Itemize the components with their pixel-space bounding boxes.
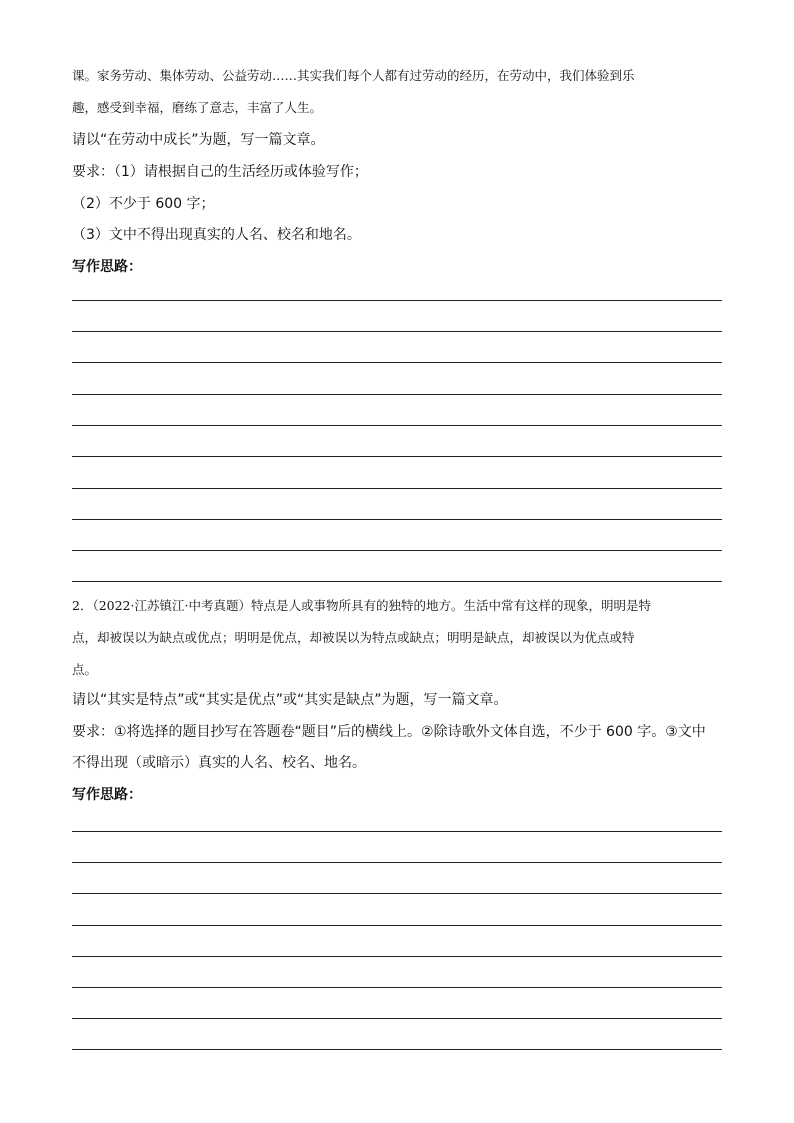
q1-requirement-1: 要求：（1）请根据自己的生活经历或体验写作； (72, 164, 368, 180)
q1-intro-line-2: 趣，感受到幸福，磨练了意志，丰富了人生。 (72, 100, 323, 115)
answer-line (72, 862, 722, 863)
answer-line (72, 488, 722, 489)
answer-line (72, 1018, 722, 1019)
answer-line (72, 550, 722, 551)
answer-line (72, 987, 722, 988)
answer-line (72, 893, 722, 894)
answer-line (72, 362, 722, 363)
q1-requirement-3: （3）文中不得出现真实的人名、校名和地名。 (72, 227, 361, 243)
q2-stem-line-3: 点。 (72, 662, 98, 677)
answer-line (72, 831, 722, 832)
answer-line (72, 1049, 722, 1050)
q1-requirement-2: （2）不少于 600 字； (72, 196, 215, 212)
q1-thinking-label: 写作思路： (72, 259, 142, 275)
q2-thinking-label: 写作思路： (72, 787, 142, 803)
q2-stem-line-2: 点，却被误以为缺点或优点；明明是优点，却被误以为特点或缺点；明明是缺点，却被误以为优点或特 (72, 630, 635, 645)
answer-line (72, 581, 722, 582)
answer-line (72, 925, 722, 926)
answer-line (72, 956, 722, 957)
q2-prompt: 请以“其实是特点”或“其实是优点”或“其实是缺点”为题，写一篇文章。 (72, 692, 508, 708)
answer-line (72, 456, 722, 457)
q2-stem-line-1: 2．（2022·江苏镇江·中考真题）特点是人或事物所具有的独特的地方。生活中常有这样的现象，明明是特 (72, 598, 651, 613)
q1-prompt: 请以“在劳动中成长”为题，写一篇文章。 (72, 132, 325, 148)
q2-requirement-line-1: 要求：①将选择的题目抄写在答题卷“题目”后的横线上。②除诗歌外文体自选，不少于 600 字。③文中 (72, 724, 706, 740)
answer-line (72, 331, 722, 332)
q2-requirement-line-2: 不得出现（或暗示）真实的人名、校名、地名。 (72, 755, 366, 771)
q1-intro-line-1: 课。家务劳动、集体劳动、公益劳动……其实我们每个人都有过劳动的经历，在劳动中，我们体验到乐 (72, 68, 635, 83)
answer-line (72, 394, 722, 395)
answer-line (72, 300, 722, 301)
answer-line (72, 425, 722, 426)
answer-line (72, 519, 722, 520)
